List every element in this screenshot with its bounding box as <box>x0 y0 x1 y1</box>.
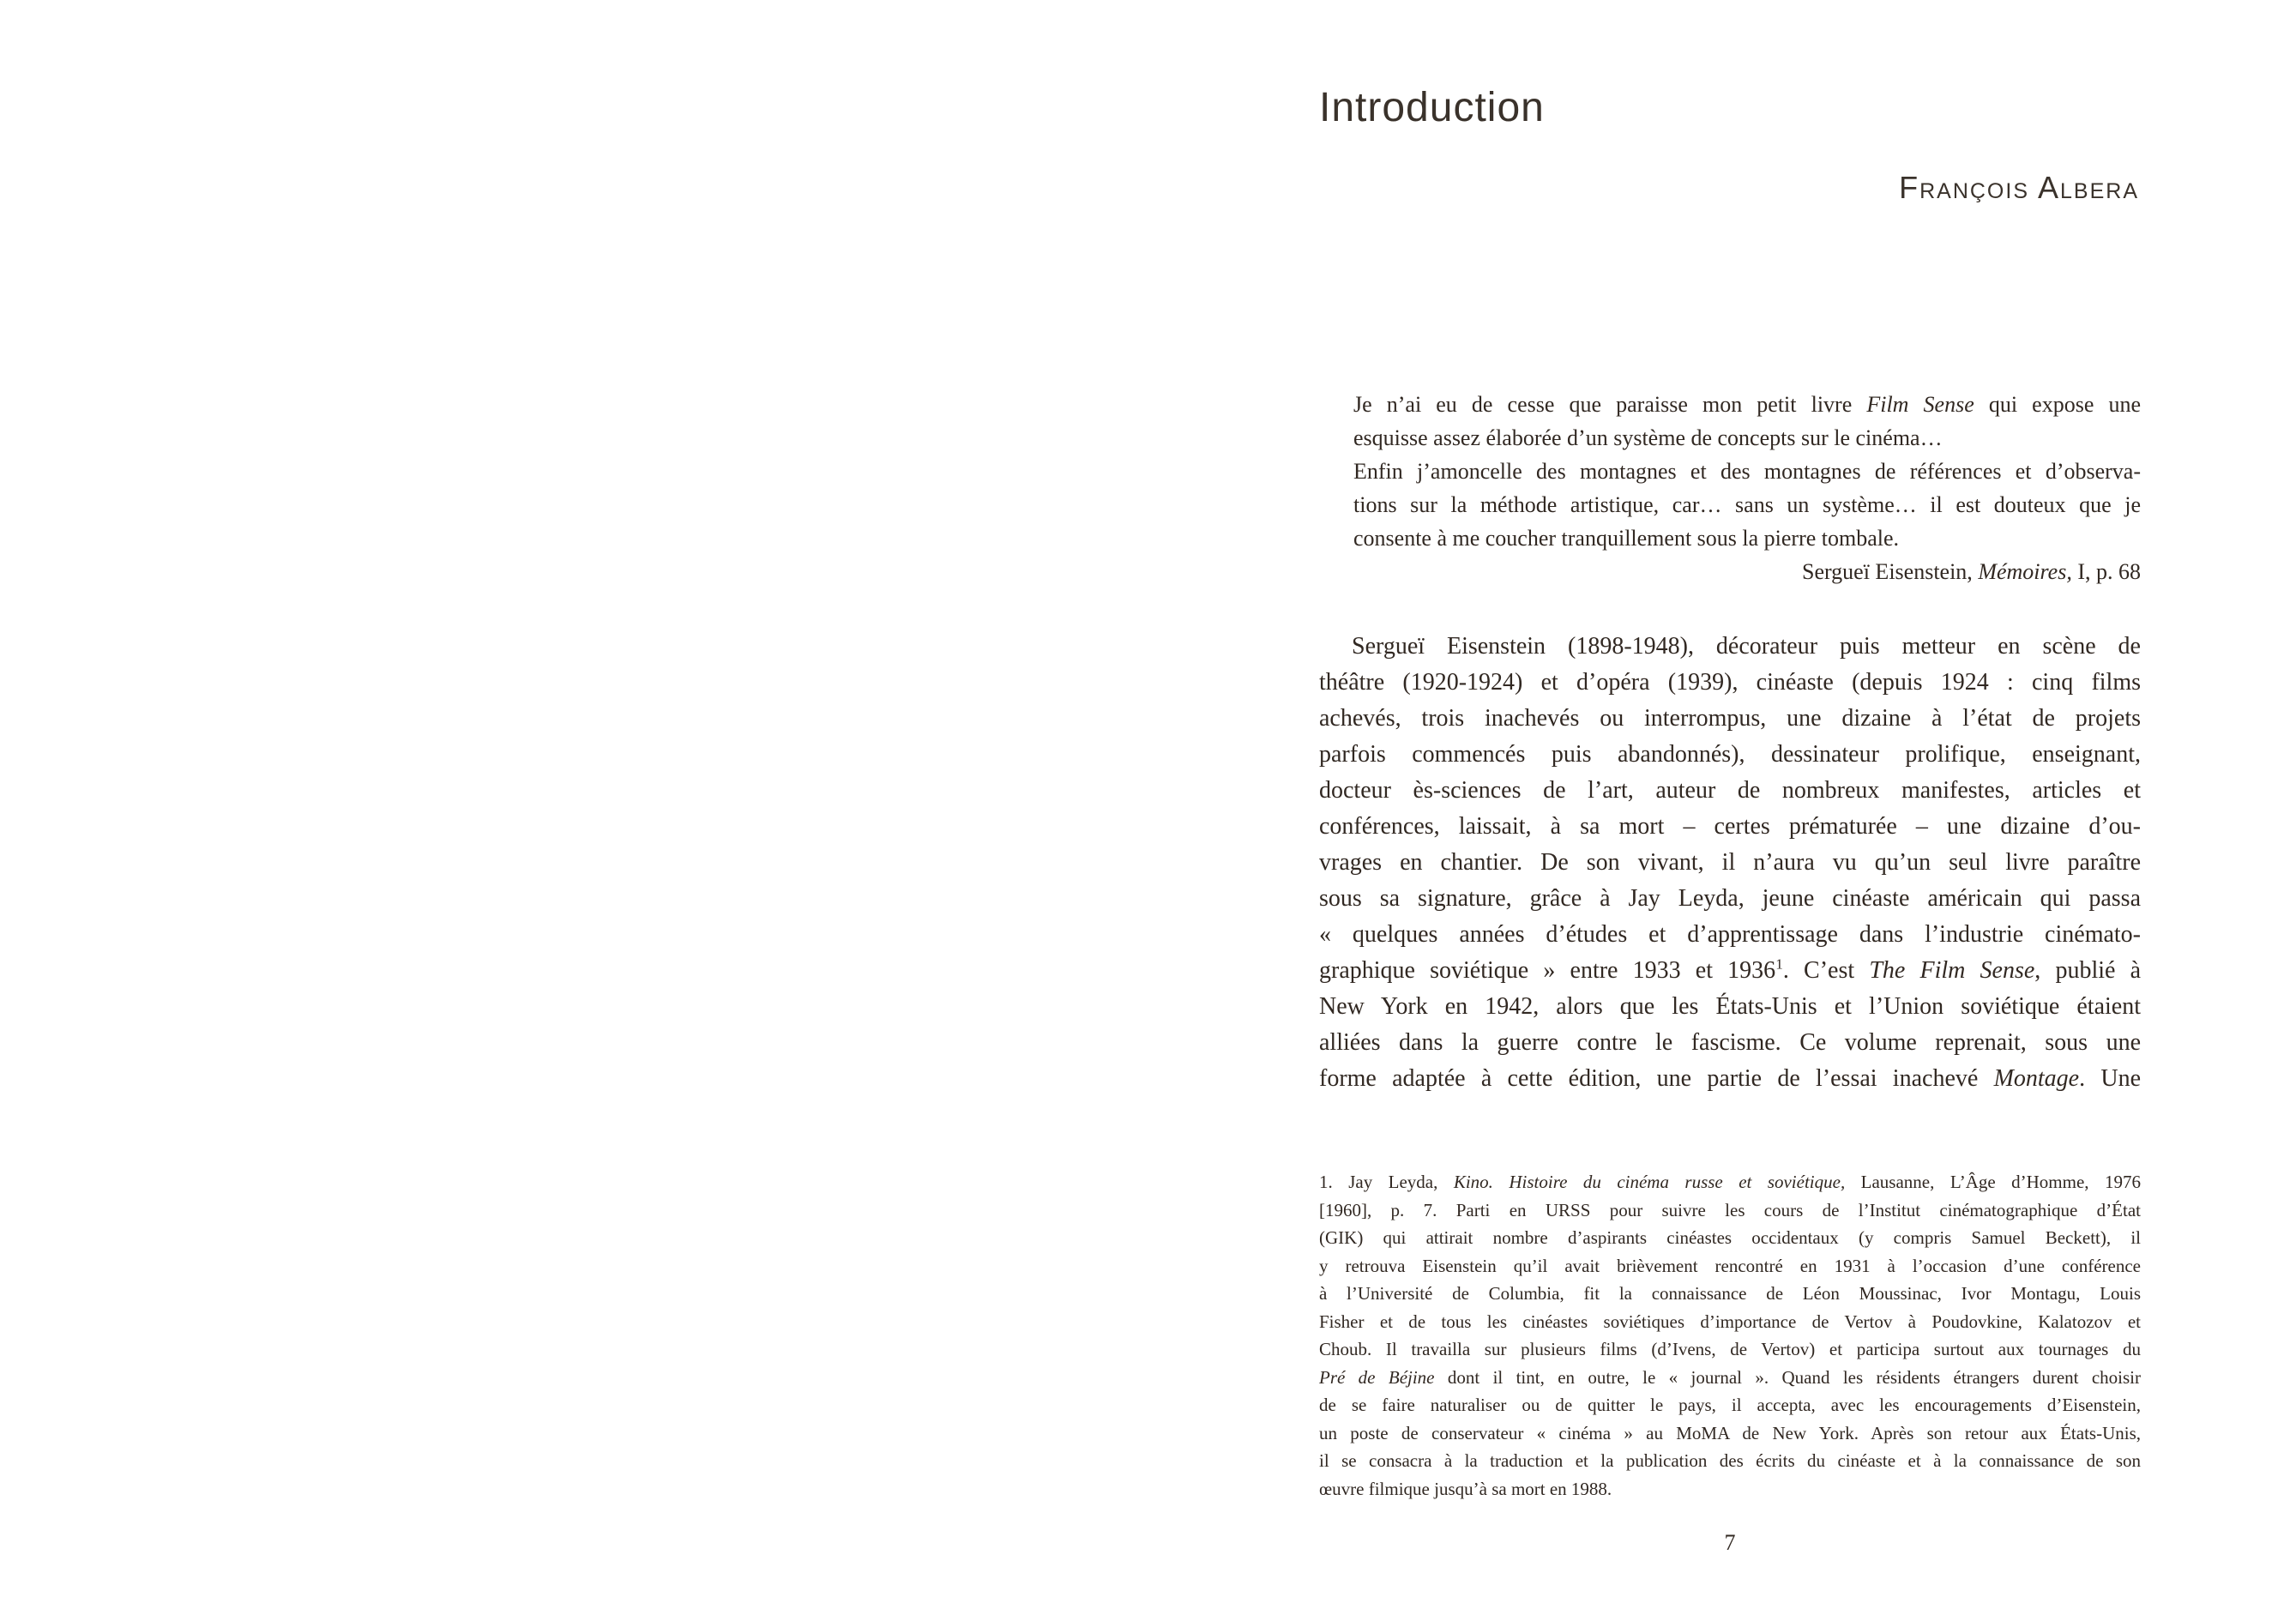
paragraph-line: théâtre (1920-1924) et d’opéra (1939), cinéaste (depuis 1924 : cinq films <box>1319 669 2141 696</box>
footnote-line: (GIK) qui attirait nombre d’aspirants cinéastes occidentaux (y compris Samuel Beckett), il <box>1319 1227 2141 1248</box>
footnote-line <box>1319 1364 2141 1392</box>
epigraph <box>1353 388 2141 588</box>
footnote-number: 1. Jay Leyda, <box>1319 1172 1454 1192</box>
author-name: François Albera <box>1899 170 2139 205</box>
footnote-line: de se faire naturaliser ou de quitter le pays, il accepta, avec les encouragements d’Eisenstein, <box>1319 1395 2141 1415</box>
paragraph-line: conférences, laissait, à sa mort – certes prématurée – une dizaine d’ou- <box>1319 813 2141 840</box>
footnote-line: à l’Université de Columbia, fit la connaissance de Léon Moussinac, Ivor Montagu, Louis <box>1319 1283 2141 1304</box>
paragraph-line: alliées dans la guerre contre le fascisme. Ce volume reprenait, sous une <box>1319 1029 2141 1056</box>
text-run: qui expose une <box>1974 392 2141 417</box>
footnote-line: un poste de conservateur « cinéma » au MoMA de New York. Après son retour aux États-Unis, <box>1319 1422 2141 1443</box>
footnote-line: y retrouva Eisenstein qu’il avait brièvement rencontré en 1931 à l’occasion d’une conférence <box>1319 1255 2141 1276</box>
footnote-reference: 1 <box>1775 955 1783 973</box>
paragraph-line: « quelques années d’études et d’apprentissage dans l’industrie cinémato- <box>1319 921 2141 948</box>
text-run: dont il tint, en outre, le « journal ». Quand les résidents étrangers durent choisir <box>1434 1366 2142 1388</box>
page-number: 7 <box>1724 1530 1736 1555</box>
italic-run: Kino. Histoire du cinéma russe et soviétique, <box>1453 1172 1846 1192</box>
paragraph-line: New York en 1942, alors que les États-Unis et l’Union soviétique étaient <box>1319 993 2141 1020</box>
paragraph-line: achevés, trois inachevés ou interrompus, une dizaine à l’état de projets <box>1319 705 2141 732</box>
epigraph-line: esquisse assez élaborée d’un système de concepts sur le cinéma… <box>1353 425 1943 450</box>
footnote <box>1319 1168 2141 1503</box>
text-run: Lausanne, L’Âge d’Homme, 1976 <box>1845 1172 2141 1192</box>
italic-run: The Film Sense <box>1869 957 2035 984</box>
text-column <box>1319 0 2141 1621</box>
text-run: I, p. 68 <box>2071 559 2141 584</box>
paragraph-line <box>1319 953 2141 989</box>
italic-run: Film Sense <box>1866 392 1974 417</box>
paragraph-line: vrages en chantier. De son vivant, il n’aura vu qu’un seul livre paraître <box>1319 849 2141 876</box>
epigraph-line: tions sur la méthode artistique, car… sans un système… il est douteux que je <box>1353 492 2141 517</box>
text-run: . Une <box>2079 1065 2141 1092</box>
footnote-line: [1960], p. 7. Parti en URSS pour suivre les cours de l’Institut cinématographique d’État <box>1319 1199 2141 1220</box>
text-run: , publié à <box>2034 957 2142 984</box>
paragraph-line: parfois commencés puis abandonnés), dessinateur prolifique, enseignant, <box>1319 741 2141 768</box>
italic-run: Mémoires, <box>1978 559 2072 584</box>
italic-run: Montage <box>1993 1065 2080 1092</box>
paragraph-line: Sergueï Eisenstein (1898-1948), décorateur puis metteur en scène de <box>1352 633 2141 660</box>
footnote-line <box>1319 1168 2141 1196</box>
paragraph-line: sous sa signature, grâce à Jay Leyda, jeune cinéaste américain qui passa <box>1319 885 2141 912</box>
footnote-line: œuvre filmique jusqu’à sa mort en 1988. <box>1319 1478 1612 1499</box>
paragraph-line <box>1319 1061 2141 1097</box>
epigraph-line: consente à me coucher tranquillement sous la pierre tombale. <box>1353 526 1900 551</box>
italic-run: Pré de Béjine <box>1319 1366 1435 1388</box>
text-run: Sergueï Eisenstein, <box>1801 559 1979 584</box>
epigraph-line: Enfin j’amoncelle des montagnes et des montagnes de références et d’observa- <box>1353 459 2141 484</box>
page-title: Introduction <box>1319 85 1545 130</box>
text-run: Je n’ai eu de cesse que paraisse mon petit livre <box>1353 392 1867 417</box>
footnote-line: il se consacra à la traduction et la publication des écrits du cinéaste et à la connaissance de son <box>1319 1450 2141 1471</box>
body-paragraph <box>1319 629 2141 1097</box>
footnote-line: Fisher et de tous les cinéastes soviétiques d’importance de Vertov à Poudovkine, Kalatozov et <box>1319 1311 2141 1332</box>
paragraph-line: docteur ès-sciences de l’art, auteur de nombreux manifestes, articles et <box>1319 777 2141 804</box>
text-run: . C’est <box>1782 957 1870 984</box>
footnote-line: Choub. Il travailla sur plusieurs films (d’Ivens, de Vertov) et participa surtout aux tournages du <box>1319 1339 2141 1359</box>
epigraph-line <box>1353 388 2141 421</box>
text-run: graphique soviétique » entre 1933 et 1936 <box>1319 957 1776 984</box>
epigraph-attribution <box>1353 555 2141 588</box>
text-run: forme adaptée à cette édition, une partie de l’essai inachevé <box>1319 1065 1994 1092</box>
